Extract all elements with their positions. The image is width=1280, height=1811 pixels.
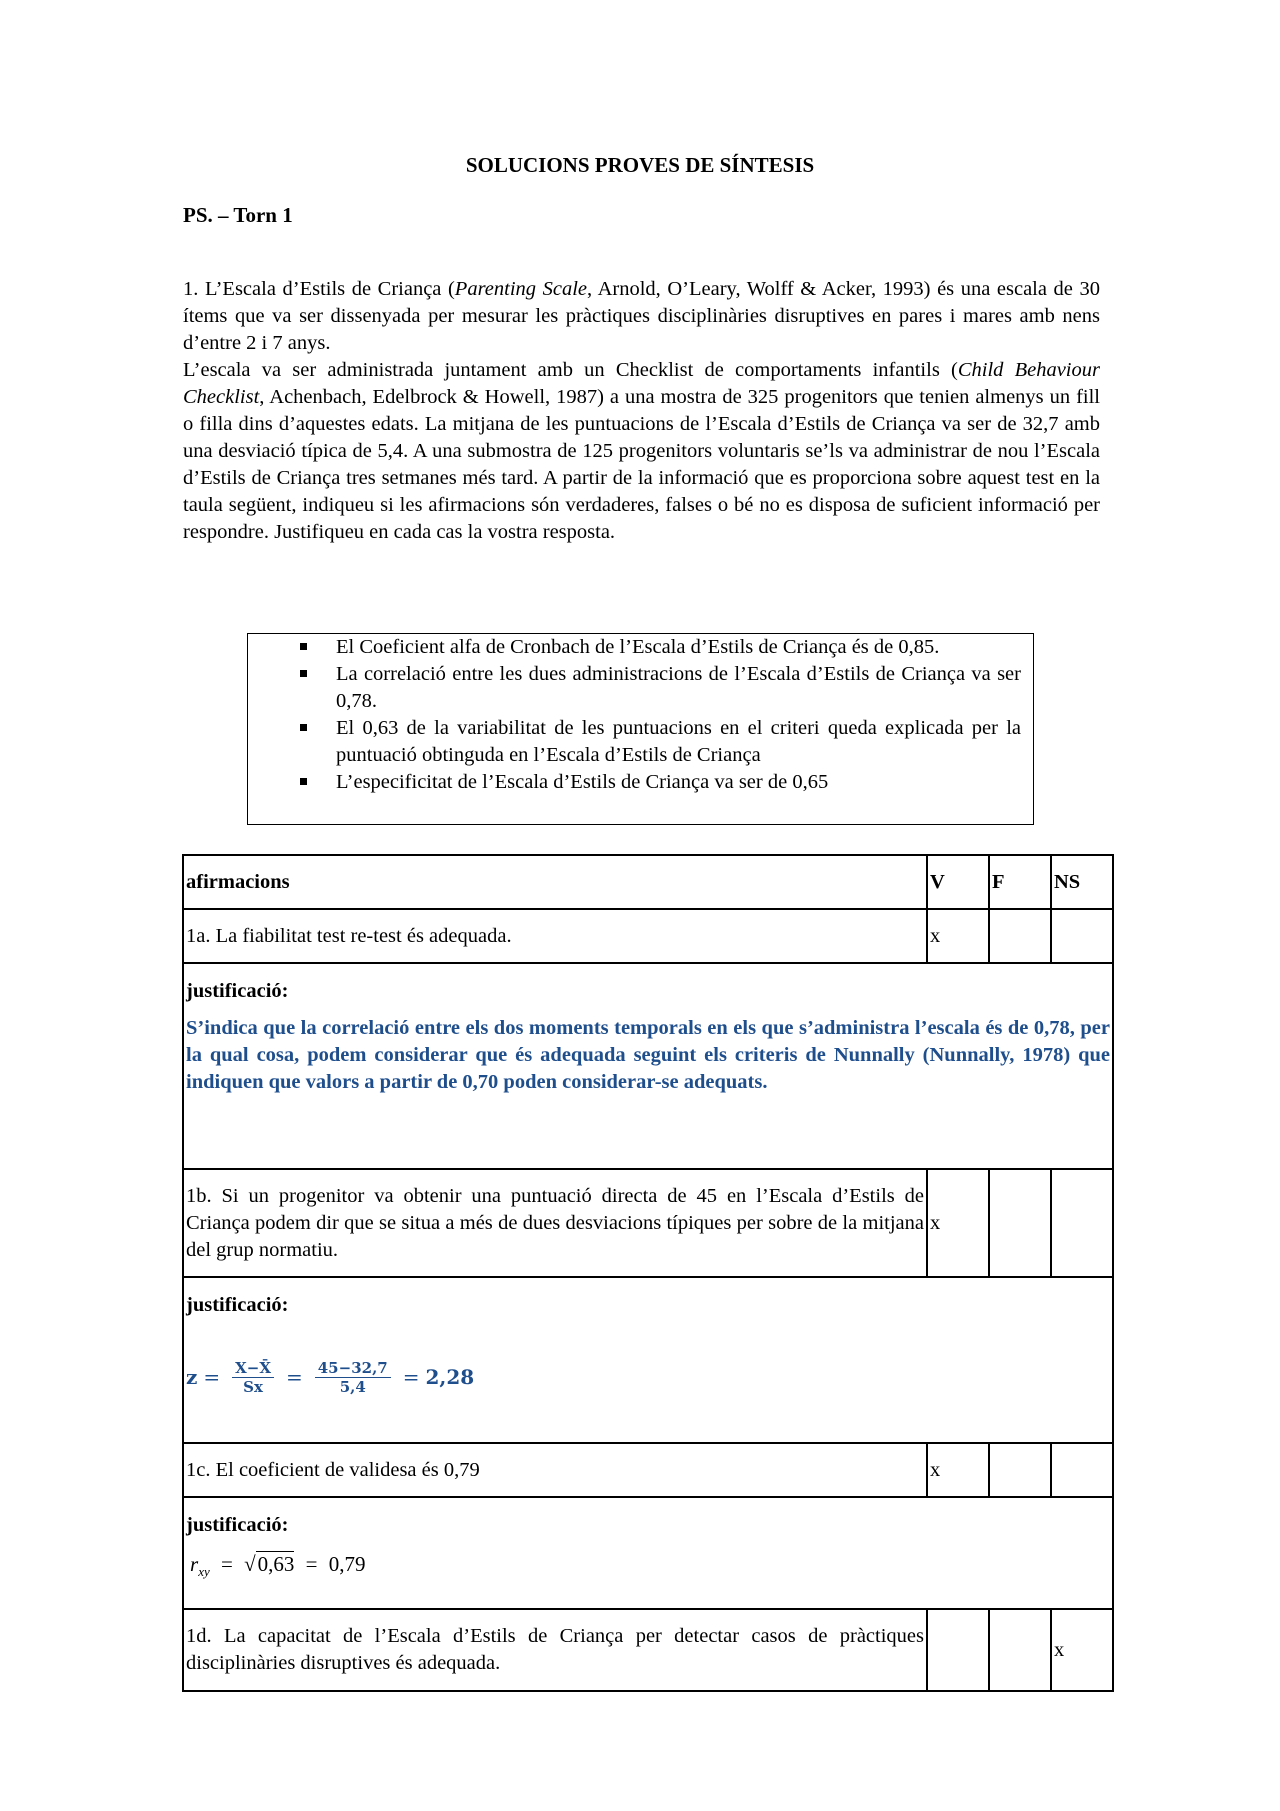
- formula-result: 0,79: [328, 1552, 366, 1576]
- intro-italic-title: Parenting Scale: [454, 278, 587, 300]
- bullet-icon: [300, 778, 307, 785]
- equals-sign: =: [305, 1552, 318, 1576]
- fraction-symbolic: [232, 1359, 274, 1396]
- question-intro: [183, 276, 1100, 546]
- validity-formula: [190, 1551, 1110, 1585]
- list-item: [248, 661, 1033, 715]
- list-item: [248, 769, 1033, 796]
- statement-cell: 1a. La fiabilitat test re-test és adequada.: [183, 909, 927, 963]
- table-header-row: [183, 855, 1113, 909]
- equals-sign: =: [220, 1552, 233, 1576]
- statement-cell: 1b. Si un progenitor va obtenir una puntuació directa de 45 en l’Escala d’Estils de Criança podem dir que se situa a més de dues desviacions típiques per sobre de la mitjana del grup normatiu.: [183, 1169, 927, 1277]
- answer-true-cell: x: [927, 909, 989, 963]
- answer-ns-cell: [1051, 1443, 1113, 1497]
- answer-true-cell: x: [927, 1443, 989, 1497]
- formula-lhs: z: [186, 1365, 198, 1389]
- intro-text: , Arnold, O’Leary, Wolff & Acker, 1993) és una escala de 30 ítems que va ser dissenyada per mesurar les pràctiques disciplinàries disruptives en pares i mares amb nens d’entre 2 i 7 anys.: [183, 278, 1100, 354]
- justification-text: S’indica que la correlació entre els dos moments temporals en els que s’administra l’escala és de 0,78, per la qual cosa, podem considerar que és adequada seguint els criteris de Nunnally (Nunnally, 1978) que indiquen que valors a partir de 0,70 poden considerar-se adequats.: [186, 1017, 1110, 1093]
- justification-label: justificació:: [186, 1514, 289, 1536]
- statement-cell: 1d. La capacitat de l’Escala d’Estils de Criança per detectar casos de pràctiques disciplinàries disruptives és adequada.: [183, 1609, 927, 1691]
- test-info-list: [248, 634, 1033, 796]
- fraction-numerator: 45−32,7: [315, 1359, 391, 1378]
- answer-ns-cell: [1051, 909, 1113, 963]
- formula-radicand: 0,63: [257, 1552, 295, 1576]
- answer-ns-cell: x: [1051, 1609, 1113, 1691]
- answers-table: [182, 854, 1114, 1692]
- sqrt-icon: √: [244, 1552, 256, 1576]
- justification-row: [183, 1497, 1113, 1609]
- list-item: [248, 634, 1033, 661]
- bullet-icon: [300, 670, 307, 677]
- justification-cell: [183, 1497, 1113, 1609]
- header-false: F: [989, 855, 1051, 909]
- document-subtitle: PS. – Torn 1: [183, 203, 293, 227]
- justification-cell: [183, 1277, 1113, 1443]
- formula-symbol: r: [190, 1552, 199, 1576]
- justification-row: [183, 963, 1113, 1169]
- header-statement: afirmacions: [183, 855, 927, 909]
- list-item: [248, 715, 1033, 769]
- table-row: [183, 1609, 1113, 1691]
- table-row: [183, 909, 1113, 963]
- answer-true-cell: [927, 1609, 989, 1691]
- list-item-text: El Coeficient alfa de Cronbach de l’Escala d’Estils de Criança és de 0,85.: [336, 636, 940, 658]
- formula-lhs: [190, 1552, 210, 1580]
- header-not-sure: NS: [1051, 855, 1113, 909]
- intro-text: , Achenbach, Edelbrock & Howell, 1987) a una mostra de 325 progenitors que tenien almenys un fill o filla dins d’aquestes edats. La mitjana de les puntuacions de l’Escala d’Estils de Criança va ser de 32,7 amb una desviació típica de 5,4. A una submostra de 125 progenitors voluntaris se’ls va administrar de nou l’Escala d’Estils de Criança tres setmanes més tard. A partir de la informació que es proporciona sobre aquest test en la taula següent, indiqueu si les afirmacions són verdaderes, falses o bé no es disposa de suficient informació per respondre. Justifiqueu en cada cas la vostra resposta.: [183, 386, 1100, 543]
- intro-text: L’escala va ser administrada juntament amb un Checklist de comportaments infantils (: [183, 359, 958, 381]
- justification-label: justificació:: [186, 980, 289, 1002]
- bullet-icon: [300, 724, 307, 731]
- formula-result: 2,28: [425, 1365, 475, 1389]
- fraction-denominator: 5,4: [339, 1378, 366, 1396]
- equals-sign: =: [285, 1365, 303, 1389]
- justification-cell: [183, 963, 1113, 1169]
- list-item-text: El 0,63 de la variabilitat de les puntuacions en el criteri queda explicada per la puntuació obtinguda en l’Escala d’Estils de Criança: [336, 717, 1021, 766]
- equals-sign: =: [203, 1365, 221, 1389]
- intro-paragraph-1: [183, 276, 1100, 357]
- table-row: [183, 1169, 1113, 1277]
- answer-false-cell: [989, 909, 1051, 963]
- answer-false-cell: [989, 1443, 1051, 1497]
- list-item-text: La correlació entre les dues administracions de l’Escala d’Estils de Criança va ser 0,78.: [336, 663, 1021, 712]
- intro-text: 1. L’Escala d’Estils de Criança (: [183, 278, 455, 300]
- answer-false-cell: [989, 1169, 1051, 1277]
- answer-false-cell: [989, 1609, 1051, 1691]
- answer-ns-cell: [1051, 1169, 1113, 1277]
- statement-cell: 1c. El coeficient de validesa és 0,79: [183, 1443, 927, 1497]
- header-true: V: [927, 855, 989, 909]
- test-info-box: [247, 633, 1034, 825]
- fraction-denominator: Sx: [243, 1378, 263, 1396]
- justification-row: [183, 1277, 1113, 1443]
- equals-sign: =: [402, 1365, 420, 1389]
- answer-true-cell: x: [927, 1169, 989, 1277]
- z-score-formula: [186, 1359, 1110, 1396]
- formula-subscript: xy: [198, 1564, 210, 1580]
- justification-label: justificació:: [186, 1294, 289, 1316]
- fraction-numeric: [315, 1359, 391, 1396]
- bullet-icon: [300, 643, 307, 650]
- list-item-text: L’especificitat de l’Escala d’Estils de Criança va ser de 0,65: [336, 771, 829, 793]
- intro-paragraph-2: [183, 357, 1100, 546]
- document-title: SOLUCIONS PROVES DE SÍNTESIS: [465, 153, 815, 177]
- intro-italic-title: Child Behaviour Checklist: [183, 359, 1100, 408]
- fraction-numerator: X−X̄: [232, 1359, 274, 1378]
- table-row: [183, 1443, 1113, 1497]
